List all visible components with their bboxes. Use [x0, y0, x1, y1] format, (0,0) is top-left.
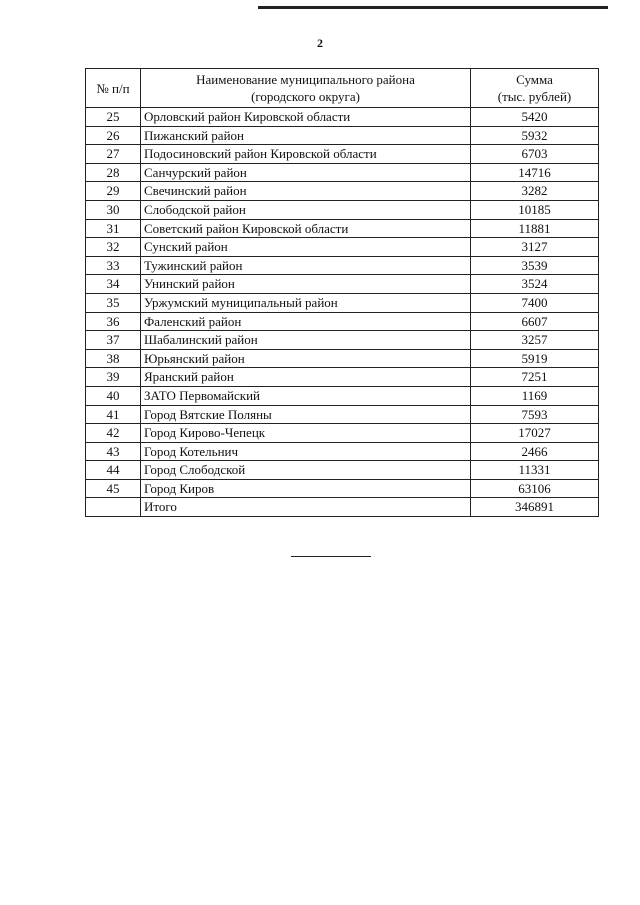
- total-num: [86, 498, 141, 517]
- row-name: Город Кирово-Чепецк: [141, 424, 471, 443]
- row-num: 40: [86, 386, 141, 405]
- row-num: 38: [86, 349, 141, 368]
- row-name: Пижанский район: [141, 126, 471, 145]
- header-sum-line2: (тыс. рублей): [497, 89, 572, 104]
- table-row: [86, 108, 599, 127]
- row-num: 37: [86, 331, 141, 350]
- row-sum: 3127: [471, 238, 599, 257]
- row-name: Город Котельнич: [141, 442, 471, 461]
- row-sum: 1169: [471, 386, 599, 405]
- row-name: Унинский район: [141, 275, 471, 294]
- row-num: 30: [86, 200, 141, 219]
- table-row: [86, 182, 599, 201]
- table-row: [86, 368, 599, 387]
- row-num: 33: [86, 256, 141, 275]
- table-row: [86, 461, 599, 480]
- row-name: Город Киров: [141, 479, 471, 498]
- row-num: 26: [86, 126, 141, 145]
- total-row: [86, 498, 599, 517]
- row-sum: 7593: [471, 405, 599, 424]
- header-name-line2: (городского округа): [251, 89, 360, 104]
- row-name: Свечинский район: [141, 182, 471, 201]
- page-number: 2: [317, 36, 323, 50]
- row-sum: 11881: [471, 219, 599, 238]
- row-sum: 7400: [471, 293, 599, 312]
- header-sum: [471, 69, 599, 108]
- table-row: [86, 405, 599, 424]
- row-num: 31: [86, 219, 141, 238]
- table-row: [86, 163, 599, 182]
- row-num: 45: [86, 479, 141, 498]
- row-sum: 3282: [471, 182, 599, 201]
- row-sum: 5420: [471, 108, 599, 127]
- table-row: [86, 126, 599, 145]
- row-sum: 5919: [471, 349, 599, 368]
- row-sum: 17027: [471, 424, 599, 443]
- table-row: [86, 479, 599, 498]
- table-row: [86, 145, 599, 164]
- row-sum: 6703: [471, 145, 599, 164]
- row-name: Уржумский муниципальный район: [141, 293, 471, 312]
- row-num: 43: [86, 442, 141, 461]
- row-num: 29: [86, 182, 141, 201]
- row-num: 25: [86, 108, 141, 127]
- row-name: Юрьянский район: [141, 349, 471, 368]
- budget-table: [85, 68, 599, 517]
- row-name: Санчурский район: [141, 163, 471, 182]
- row-num: 32: [86, 238, 141, 257]
- table-row: [86, 275, 599, 294]
- header-num: № п/п: [86, 69, 141, 108]
- row-sum: 2466: [471, 442, 599, 461]
- table-header-row: [86, 69, 599, 108]
- row-sum: 5932: [471, 126, 599, 145]
- row-sum: 6607: [471, 312, 599, 331]
- row-name: ЗАТО Первомайский: [141, 386, 471, 405]
- header-name-line1: Наименование муниципального района: [196, 72, 415, 87]
- table-row: [86, 312, 599, 331]
- row-name: Город Слободской: [141, 461, 471, 480]
- table-row: [86, 424, 599, 443]
- row-name: Подосиновский район Кировской области: [141, 145, 471, 164]
- row-name: Яранский район: [141, 368, 471, 387]
- top-rule: [258, 6, 608, 9]
- row-name: Шабалинский район: [141, 331, 471, 350]
- table-row: [86, 219, 599, 238]
- table-row: [86, 331, 599, 350]
- row-sum: 3539: [471, 256, 599, 275]
- row-sum: 63106: [471, 479, 599, 498]
- row-sum: 10185: [471, 200, 599, 219]
- total-sum: 346891: [471, 498, 599, 517]
- row-num: 27: [86, 145, 141, 164]
- total-label: Итого: [141, 498, 471, 517]
- row-sum: 14716: [471, 163, 599, 182]
- row-name: Тужинский район: [141, 256, 471, 275]
- row-name: Советский район Кировской области: [141, 219, 471, 238]
- table-row: [86, 293, 599, 312]
- row-num: 36: [86, 312, 141, 331]
- header-name: [141, 69, 471, 108]
- table-row: [86, 256, 599, 275]
- row-num: 39: [86, 368, 141, 387]
- row-num: 41: [86, 405, 141, 424]
- table-row: [86, 238, 599, 257]
- table-row: [86, 442, 599, 461]
- row-num: 42: [86, 424, 141, 443]
- row-name: Сунский район: [141, 238, 471, 257]
- table-row: [86, 386, 599, 405]
- row-name: Фаленский район: [141, 312, 471, 331]
- bottom-rule: [291, 556, 371, 557]
- row-num: 34: [86, 275, 141, 294]
- row-name: Орловский район Кировской области: [141, 108, 471, 127]
- table-row: [86, 200, 599, 219]
- row-num: 35: [86, 293, 141, 312]
- table-row: [86, 349, 599, 368]
- row-name: Слободской район: [141, 200, 471, 219]
- row-sum: 3524: [471, 275, 599, 294]
- row-sum: 3257: [471, 331, 599, 350]
- row-num: 44: [86, 461, 141, 480]
- table-body: [86, 108, 599, 517]
- header-sum-line1: Сумма: [516, 72, 553, 87]
- row-num: 28: [86, 163, 141, 182]
- row-sum: 11331: [471, 461, 599, 480]
- row-name: Город Вятские Поляны: [141, 405, 471, 424]
- row-sum: 7251: [471, 368, 599, 387]
